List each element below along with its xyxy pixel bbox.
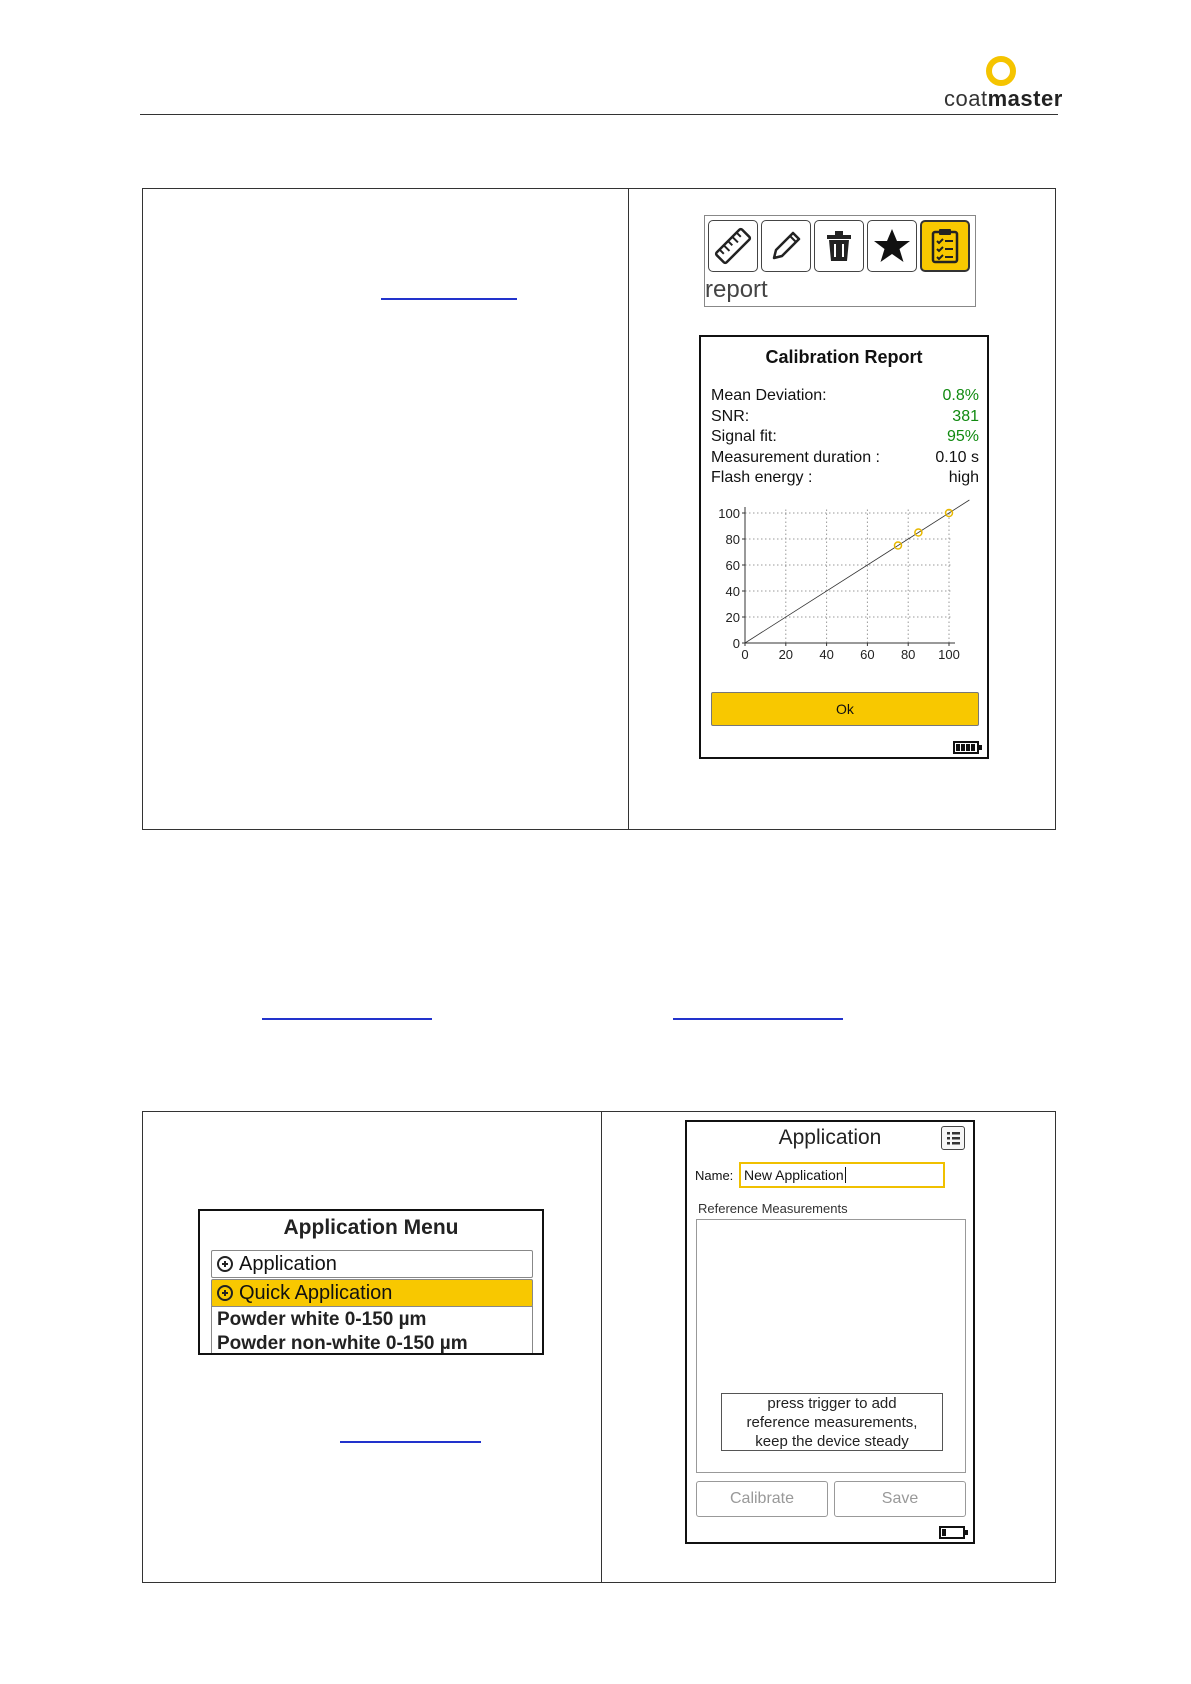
ruler-icon: [713, 226, 753, 266]
x-tick-label: 100: [938, 647, 960, 662]
pencil-icon: [766, 226, 806, 266]
report-row-label: SNR:: [711, 408, 750, 425]
report-button[interactable]: [920, 220, 970, 272]
report-row-label: Mean Deviation:: [711, 387, 827, 404]
application-menu: [198, 1209, 544, 1355]
menu-title: Application Menu: [283, 1216, 459, 1239]
calibration-report-screen: [699, 335, 989, 759]
ok-button[interactable]: Ok: [711, 692, 979, 726]
report-row-label: Flash energy :: [711, 469, 813, 486]
name-input-value: New Application: [744, 1167, 844, 1183]
name-input[interactable]: [739, 1162, 945, 1188]
report-row-label: Signal fit:: [711, 428, 777, 445]
toolbar-active-label: report: [705, 276, 768, 303]
report-row-value: 0.10 s: [935, 449, 979, 466]
save-button[interactable]: Save: [834, 1481, 966, 1517]
battery-full-icon: [953, 741, 979, 754]
reference-measurements-list: [696, 1219, 966, 1473]
star-icon: [872, 226, 912, 266]
report-row-value: 0.8%: [942, 387, 979, 404]
icon-toolbar: [704, 215, 976, 307]
report-row-label: Measurement duration :: [711, 449, 880, 466]
list-icon: [942, 1127, 964, 1149]
calibrate-button[interactable]: Calibrate: [696, 1481, 828, 1517]
report-row: [711, 469, 979, 489]
hint-line: press trigger to add: [767, 1395, 897, 1412]
y-tick-label: 40: [725, 584, 740, 599]
table-1-divider: [628, 188, 629, 830]
plus-circle-icon: [217, 1285, 233, 1301]
link-underline[interactable]: [381, 298, 517, 300]
y-tick-label: 60: [725, 558, 740, 573]
application-list: [211, 1306, 533, 1355]
report-row: [711, 408, 979, 428]
hint-line: reference measurements,: [746, 1414, 918, 1431]
table-2-divider: [601, 1111, 602, 1583]
trigger-hint: [721, 1393, 943, 1451]
calibration-chart: [701, 497, 991, 667]
report-row-value: 381: [952, 408, 979, 425]
menu-item-label: Application: [239, 1252, 337, 1275]
trash-icon: [819, 226, 859, 266]
report-row: [711, 387, 979, 407]
y-tick-label: 80: [725, 532, 740, 547]
report-title: Calibration Report: [765, 347, 923, 367]
x-tick-label: 80: [900, 647, 916, 662]
x-tick-label: 40: [819, 647, 834, 662]
link-underline-2[interactable]: [262, 1018, 432, 1020]
list-item[interactable]: Powder non-white 0-150 µm: [217, 1333, 468, 1354]
y-tick-label: 100: [718, 506, 740, 521]
menu-item-quick-application[interactable]: [211, 1279, 533, 1307]
battery-low-icon: [939, 1526, 965, 1539]
measure-button[interactable]: [708, 220, 758, 272]
logo-text: coatmaster: [944, 86, 1063, 111]
clipboard-report-icon: [925, 226, 965, 266]
name-label: Name:: [695, 1168, 734, 1183]
x-tick-label: 20: [778, 647, 794, 662]
report-row: [711, 428, 979, 448]
plus-circle-icon: [217, 1256, 233, 1272]
edit-button[interactable]: [761, 220, 811, 272]
delete-button[interactable]: [814, 220, 864, 272]
report-row: [711, 449, 979, 469]
header-divider: [140, 114, 1058, 115]
x-tick-label: 60: [860, 647, 875, 662]
list-item[interactable]: Powder white 0-150 µm: [217, 1309, 427, 1330]
y-tick-label: 0: [732, 636, 740, 651]
menu-item-application[interactable]: [211, 1250, 533, 1278]
hint-line: keep the device steady: [755, 1433, 909, 1450]
x-tick-label: 0: [741, 647, 749, 662]
report-row-value: high: [948, 469, 979, 486]
reference-measurements-label: Reference Measurements: [698, 1201, 848, 1216]
y-tick-label: 20: [725, 610, 740, 625]
fit-line: [745, 500, 969, 643]
report-row-value: 95%: [946, 428, 979, 445]
favorite-button[interactable]: [867, 220, 917, 272]
logo-ring-icon: [986, 56, 1016, 86]
link-underline-4[interactable]: [340, 1441, 481, 1443]
application-title: Application: [778, 1126, 882, 1149]
application-screen: [685, 1120, 975, 1544]
link-underline-3[interactable]: [673, 1018, 843, 1020]
options-button[interactable]: [941, 1126, 965, 1150]
menu-item-label: Quick Application: [239, 1281, 393, 1304]
